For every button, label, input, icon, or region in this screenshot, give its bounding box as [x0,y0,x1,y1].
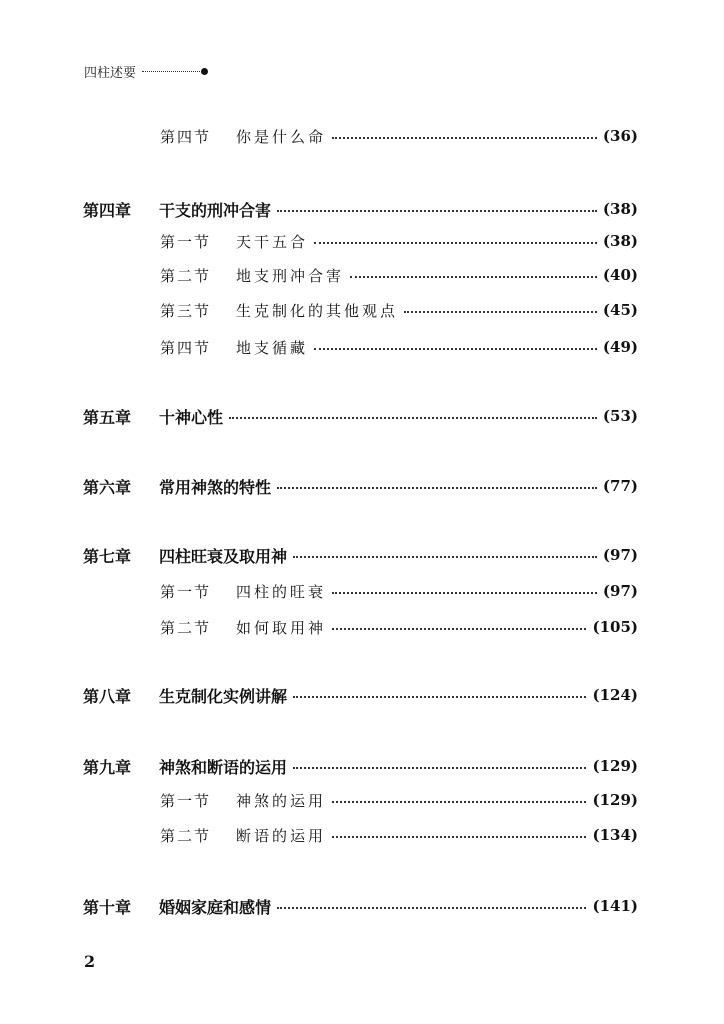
header-rule [142,71,200,72]
toc-title: 生克制化的其他观点 [236,301,399,320]
dot-leader [277,210,597,212]
toc-title: 婚姻家庭和感情 [159,897,272,917]
toc-page: (36) [602,127,638,145]
dot-leader [332,801,586,803]
toc-title: 生克制化实例讲解 [159,686,288,706]
toc-page: (40) [602,266,638,284]
dot-leader [277,907,586,909]
toc-entry [83,404,638,428]
toc-number: 第八章 [83,686,132,706]
dot-leader [332,592,597,594]
dot-leader [404,311,597,313]
toc-entry [160,335,638,359]
toc-number: 第四节 [160,338,212,357]
toc-page: (49) [602,338,638,356]
toc-page: (97) [602,546,638,564]
toc-title: 断语的运用 [236,826,327,845]
toc-title: 常用神煞的特性 [159,477,272,497]
page-number: 2 [84,952,96,971]
dot-leader [314,242,597,244]
toc-number: 第六章 [83,477,132,497]
toc-entry [160,298,638,322]
toc-number: 第一节 [160,791,212,810]
toc-number: 第七章 [83,546,132,566]
toc-page: (134) [592,826,638,844]
toc-entry [83,754,638,778]
toc-number: 第九章 [83,757,132,777]
toc-title: 神煞的运用 [236,791,327,810]
running-header [84,62,208,81]
toc-entry [160,615,638,639]
toc-page: (129) [592,757,638,775]
toc-title: 天干五合 [236,232,309,251]
toc-title: 地支刑冲合害 [236,266,345,285]
header-dot-icon [201,68,208,75]
dot-leader [293,767,586,769]
toc-page: (124) [592,686,638,704]
dot-leader [332,836,586,838]
toc-entry [83,197,638,221]
toc-title: 神煞和断语的运用 [159,757,288,777]
toc-title: 十神心性 [159,407,224,427]
dot-leader [229,417,597,419]
toc-entry [160,229,638,253]
toc-number: 第五章 [83,407,132,427]
toc-number: 第一节 [160,582,212,601]
toc-page: (38) [602,232,638,250]
toc-number: 第三节 [160,301,212,320]
toc-page: (141) [592,897,638,915]
toc-title: 地支循藏 [236,338,309,357]
dot-leader [350,276,597,278]
toc-page: (38) [602,200,638,218]
toc-page: (45) [602,301,638,319]
dot-leader [277,487,597,489]
toc-title: 你是什么命 [236,127,327,146]
dot-leader [293,556,597,558]
toc-entry [83,543,638,567]
toc-page: (77) [602,477,638,495]
toc-entry [160,579,638,603]
toc-number: 第一节 [160,232,212,251]
toc-entry [160,823,638,847]
toc-number: 第四节 [160,127,212,146]
toc-number: 第二节 [160,266,212,285]
toc-entry [83,894,638,918]
toc-page: (105) [592,618,638,636]
toc-number: 第二节 [160,826,212,845]
toc-number: 第二节 [160,618,212,637]
toc-page: (97) [602,582,638,600]
toc-page: (53) [602,407,638,425]
toc-title: 如何取用神 [236,618,327,637]
book-title: 四柱述要 [84,66,137,81]
toc-entry [160,788,638,812]
toc-entry [83,683,638,707]
toc-number: 第十章 [83,897,132,917]
toc-page: (129) [592,791,638,809]
toc-title: 干支的刑冲合害 [159,200,272,220]
toc-entry [83,474,638,498]
toc-number: 第四章 [83,200,132,220]
toc-title: 四柱的旺衰 [236,582,327,601]
dot-leader [314,348,597,350]
toc-entry [160,263,638,287]
dot-leader [332,137,597,139]
toc-entry [160,124,638,148]
dot-leader [293,696,586,698]
dot-leader [332,628,586,630]
toc-title: 四柱旺衰及取用神 [159,546,288,566]
